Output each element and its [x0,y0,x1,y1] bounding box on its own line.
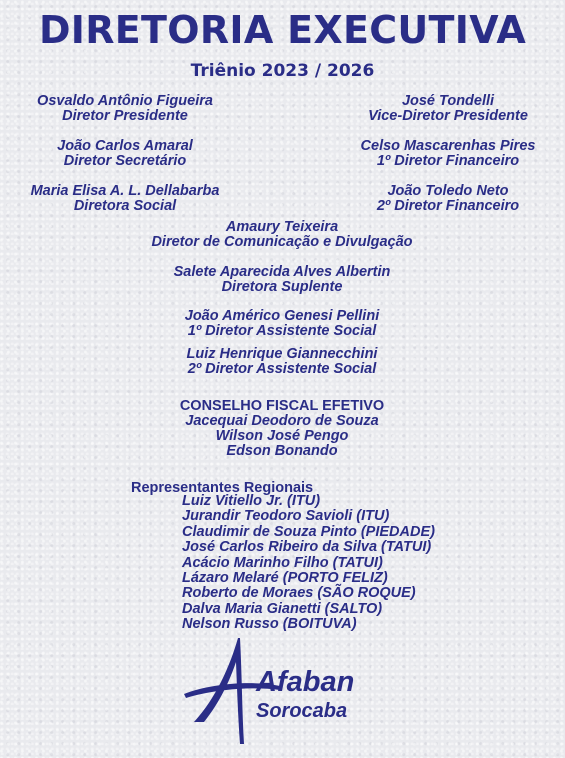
director-role: Diretora Social [73,198,177,214]
representantes-list [182,494,435,633]
director-entry [0,139,250,169]
director-name: João Toledo Neto [387,183,509,199]
list-item: Lázaro Melaré (PORTO FELIZ) [182,570,388,587]
director-role: Diretor Secretário [63,153,187,169]
list-item: Acácio Marinho Filho (TATUI) [182,554,383,571]
director-entry [82,309,482,339]
director-name: José Tondelli [401,93,495,109]
director-role: Diretor Presidente [62,108,188,124]
representantes-heading: Representantes Regionais [131,480,314,496]
director-name: Salete Aparecida Alves Albertin [173,264,391,280]
director-entry [333,184,563,214]
director-role: Vice-Diretor Presidente [368,108,528,124]
director-name: João Carlos Amaral [57,138,193,154]
director-name: Celso Mascarenhas Pires [360,138,536,154]
director-entry [0,94,250,124]
director-name: Osvaldo Antônio Figueira [37,93,213,109]
director-entry [0,184,250,214]
page-subtitle: Triênio 2023 / 2026 [190,61,375,81]
director-role: Diretor de Comunicação e Divulgação [151,234,413,250]
director-role: 1º Diretor Assistente Social [187,323,377,339]
director-entry [82,347,482,377]
conselho-heading: CONSELHO FISCAL EFETIVO [179,398,385,414]
list-item: Claudimir de Souza Pinto (PIEDADE) [182,523,435,540]
list-item: Dalva Maria Gianetti (SALTO) [182,600,383,617]
logo-city: Sorocaba [256,700,348,722]
director-entry [82,220,482,250]
director-entry [333,139,563,169]
director-name: Maria Elisa A. L. Dellabarba [30,183,220,199]
director-entry [82,265,482,295]
director-name: Luiz Henrique Giannecchini [186,346,378,362]
director-name: João Américo Genesi Pellini [184,308,380,324]
conselho-member: Edson Bonando [226,443,338,459]
director-entry [333,94,563,124]
director-role: 2º Diretor Assistente Social [187,361,377,377]
director-role: Diretora Suplente [221,279,343,295]
list-item: Nelson Russo (BOITUVA) [182,616,357,633]
director-role: 2º Diretor Financeiro [376,198,520,214]
list-item: José Carlos Ribeiro da Silva (TATUI) [182,539,432,556]
list-item: Jurandir Teodoro Savioli (ITU) [182,508,390,525]
conselho-fiscal [82,399,482,459]
afaban-logo [180,636,380,748]
conselho-member: Jacequai Deodoro de Souza [185,413,379,429]
list-item: Roberto de Moraes (SÃO ROQUE) [182,585,416,602]
director-role: 1º Diretor Financeiro [376,153,520,169]
list-item: Luiz Vitiello Jr. (ITU) [182,493,321,509]
conselho-member: Wilson José Pengo [215,428,349,444]
logo-name: Afaban [256,666,355,698]
director-name: Amaury Teixeira [225,219,339,235]
page-title: DIRETORIA EXECUTIVA [38,8,527,52]
